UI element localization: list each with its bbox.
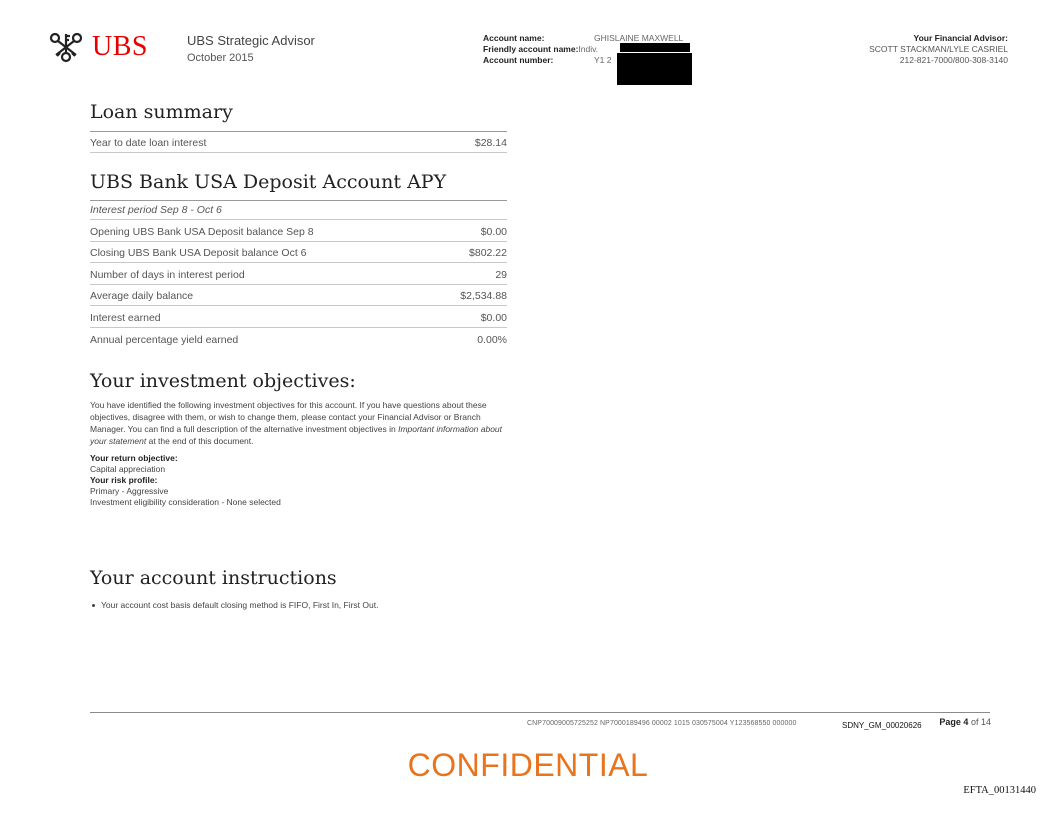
table-row bbox=[90, 263, 507, 285]
row-value: 29 bbox=[495, 268, 507, 281]
return-objective-label: Your return objective: bbox=[90, 453, 178, 463]
instructions-title: Your account instructions bbox=[90, 567, 337, 589]
confidential-stamp: CONFIDENTIAL bbox=[407, 747, 649, 783]
risk-profile-value: Primary - Aggressive bbox=[90, 486, 169, 496]
advisor-phone: 212-821-7000/800-308-3140 bbox=[899, 55, 1008, 65]
row-value: $0.00 bbox=[480, 311, 507, 324]
row-value: $802.22 bbox=[469, 247, 507, 259]
list-item bbox=[90, 600, 507, 610]
row-label: Closing UBS Bank USA Deposit balance Oct 6 bbox=[90, 247, 307, 259]
row-label: Number of days in interest period bbox=[90, 268, 245, 281]
deposit-apy-section bbox=[90, 170, 507, 349]
paragraph-text-end: at the end of this document. bbox=[146, 436, 254, 446]
bullet-icon bbox=[92, 604, 95, 607]
row-label: Opening UBS Bank USA Deposit balance Sep 8 bbox=[90, 225, 314, 238]
row-value: $28.14 bbox=[474, 136, 507, 149]
friendly-name-label: Friendly account name: bbox=[483, 44, 579, 54]
page-number bbox=[939, 717, 991, 727]
advisor-title: Your Financial Advisor: bbox=[913, 33, 1008, 43]
table-row bbox=[90, 306, 507, 328]
advisor-names: SCOTT STACKMAN/LYLE CASRIEL bbox=[869, 44, 1008, 54]
paragraph-text: You have identified the following investment objectives for this account. If you have questions about these objectives, disagree with them, or wish to change them, please contact your Financial Advisor or Branch Manager. You can find a full description of the alternative investment objectives in bbox=[90, 400, 487, 434]
statement-info-reference: Important information about your statement bbox=[90, 424, 503, 446]
risk-profile-label: Your risk profile: bbox=[90, 475, 158, 485]
efta-number: EFTA_00131440 bbox=[963, 785, 1036, 796]
ubs-keys-icon bbox=[46, 31, 86, 63]
table-row bbox=[90, 285, 507, 307]
eligibility-consideration: Investment eligibility consideration - None selected bbox=[90, 497, 281, 507]
account-name-value: GHISLAINE MAXWELL bbox=[594, 33, 684, 43]
ubs-logo bbox=[46, 31, 148, 63]
page-current: 4 bbox=[963, 717, 969, 727]
loan-summary-title: Loan summary bbox=[90, 101, 233, 123]
return-objective-value: Capital appreciation bbox=[90, 464, 166, 474]
redaction-box bbox=[620, 43, 690, 52]
statement-date: October 2015 bbox=[187, 52, 254, 64]
bates-number: SDNY_GM_00020626 bbox=[842, 721, 922, 730]
page-word: Page bbox=[939, 717, 961, 727]
table-row bbox=[90, 220, 507, 242]
account-instructions-section bbox=[90, 566, 507, 610]
product-name: UBS Strategic Advisor bbox=[187, 33, 315, 48]
deposit-apy-title: UBS Bank USA Deposit Account APY bbox=[90, 171, 447, 193]
financial-advisor bbox=[869, 33, 1008, 66]
list-item-text: Your account cost basis default closing method is FIFO, First In, First Out. bbox=[101, 600, 379, 610]
row-label: Annual percentage yield earned bbox=[90, 334, 239, 346]
investment-objectives-section bbox=[90, 369, 507, 508]
account-number-label: Account number: bbox=[483, 55, 554, 65]
interest-period: Interest period Sep 8 - Oct 6 bbox=[90, 200, 507, 220]
redaction-box bbox=[617, 53, 692, 85]
objectives-paragraph bbox=[90, 399, 507, 447]
ubs-logo-text: UBS bbox=[92, 31, 148, 62]
loan-summary-section bbox=[90, 100, 507, 153]
row-value: 0.00% bbox=[477, 334, 507, 346]
account-name-label: Account name: bbox=[483, 33, 545, 43]
account-number-value: Y1 2 bbox=[594, 55, 612, 65]
table-row bbox=[90, 131, 507, 153]
footer-divider bbox=[90, 712, 990, 713]
objectives-title: Your investment objectives: bbox=[90, 370, 356, 392]
page-total: 14 bbox=[980, 717, 991, 727]
friendly-name-value: Indiv. bbox=[578, 44, 599, 54]
statement-code: CNP70009005725252 NP7000189496 00002 1015 030575004 Y123568550 000000 bbox=[527, 720, 797, 727]
row-value: $2,534.88 bbox=[460, 290, 507, 302]
table-row bbox=[90, 242, 507, 264]
row-label: Year to date loan interest bbox=[90, 136, 207, 149]
page-of: of bbox=[970, 717, 979, 727]
row-value: $0.00 bbox=[480, 225, 507, 238]
table-row bbox=[90, 328, 507, 350]
row-label: Average daily balance bbox=[90, 290, 194, 302]
row-label: Interest earned bbox=[90, 311, 161, 324]
